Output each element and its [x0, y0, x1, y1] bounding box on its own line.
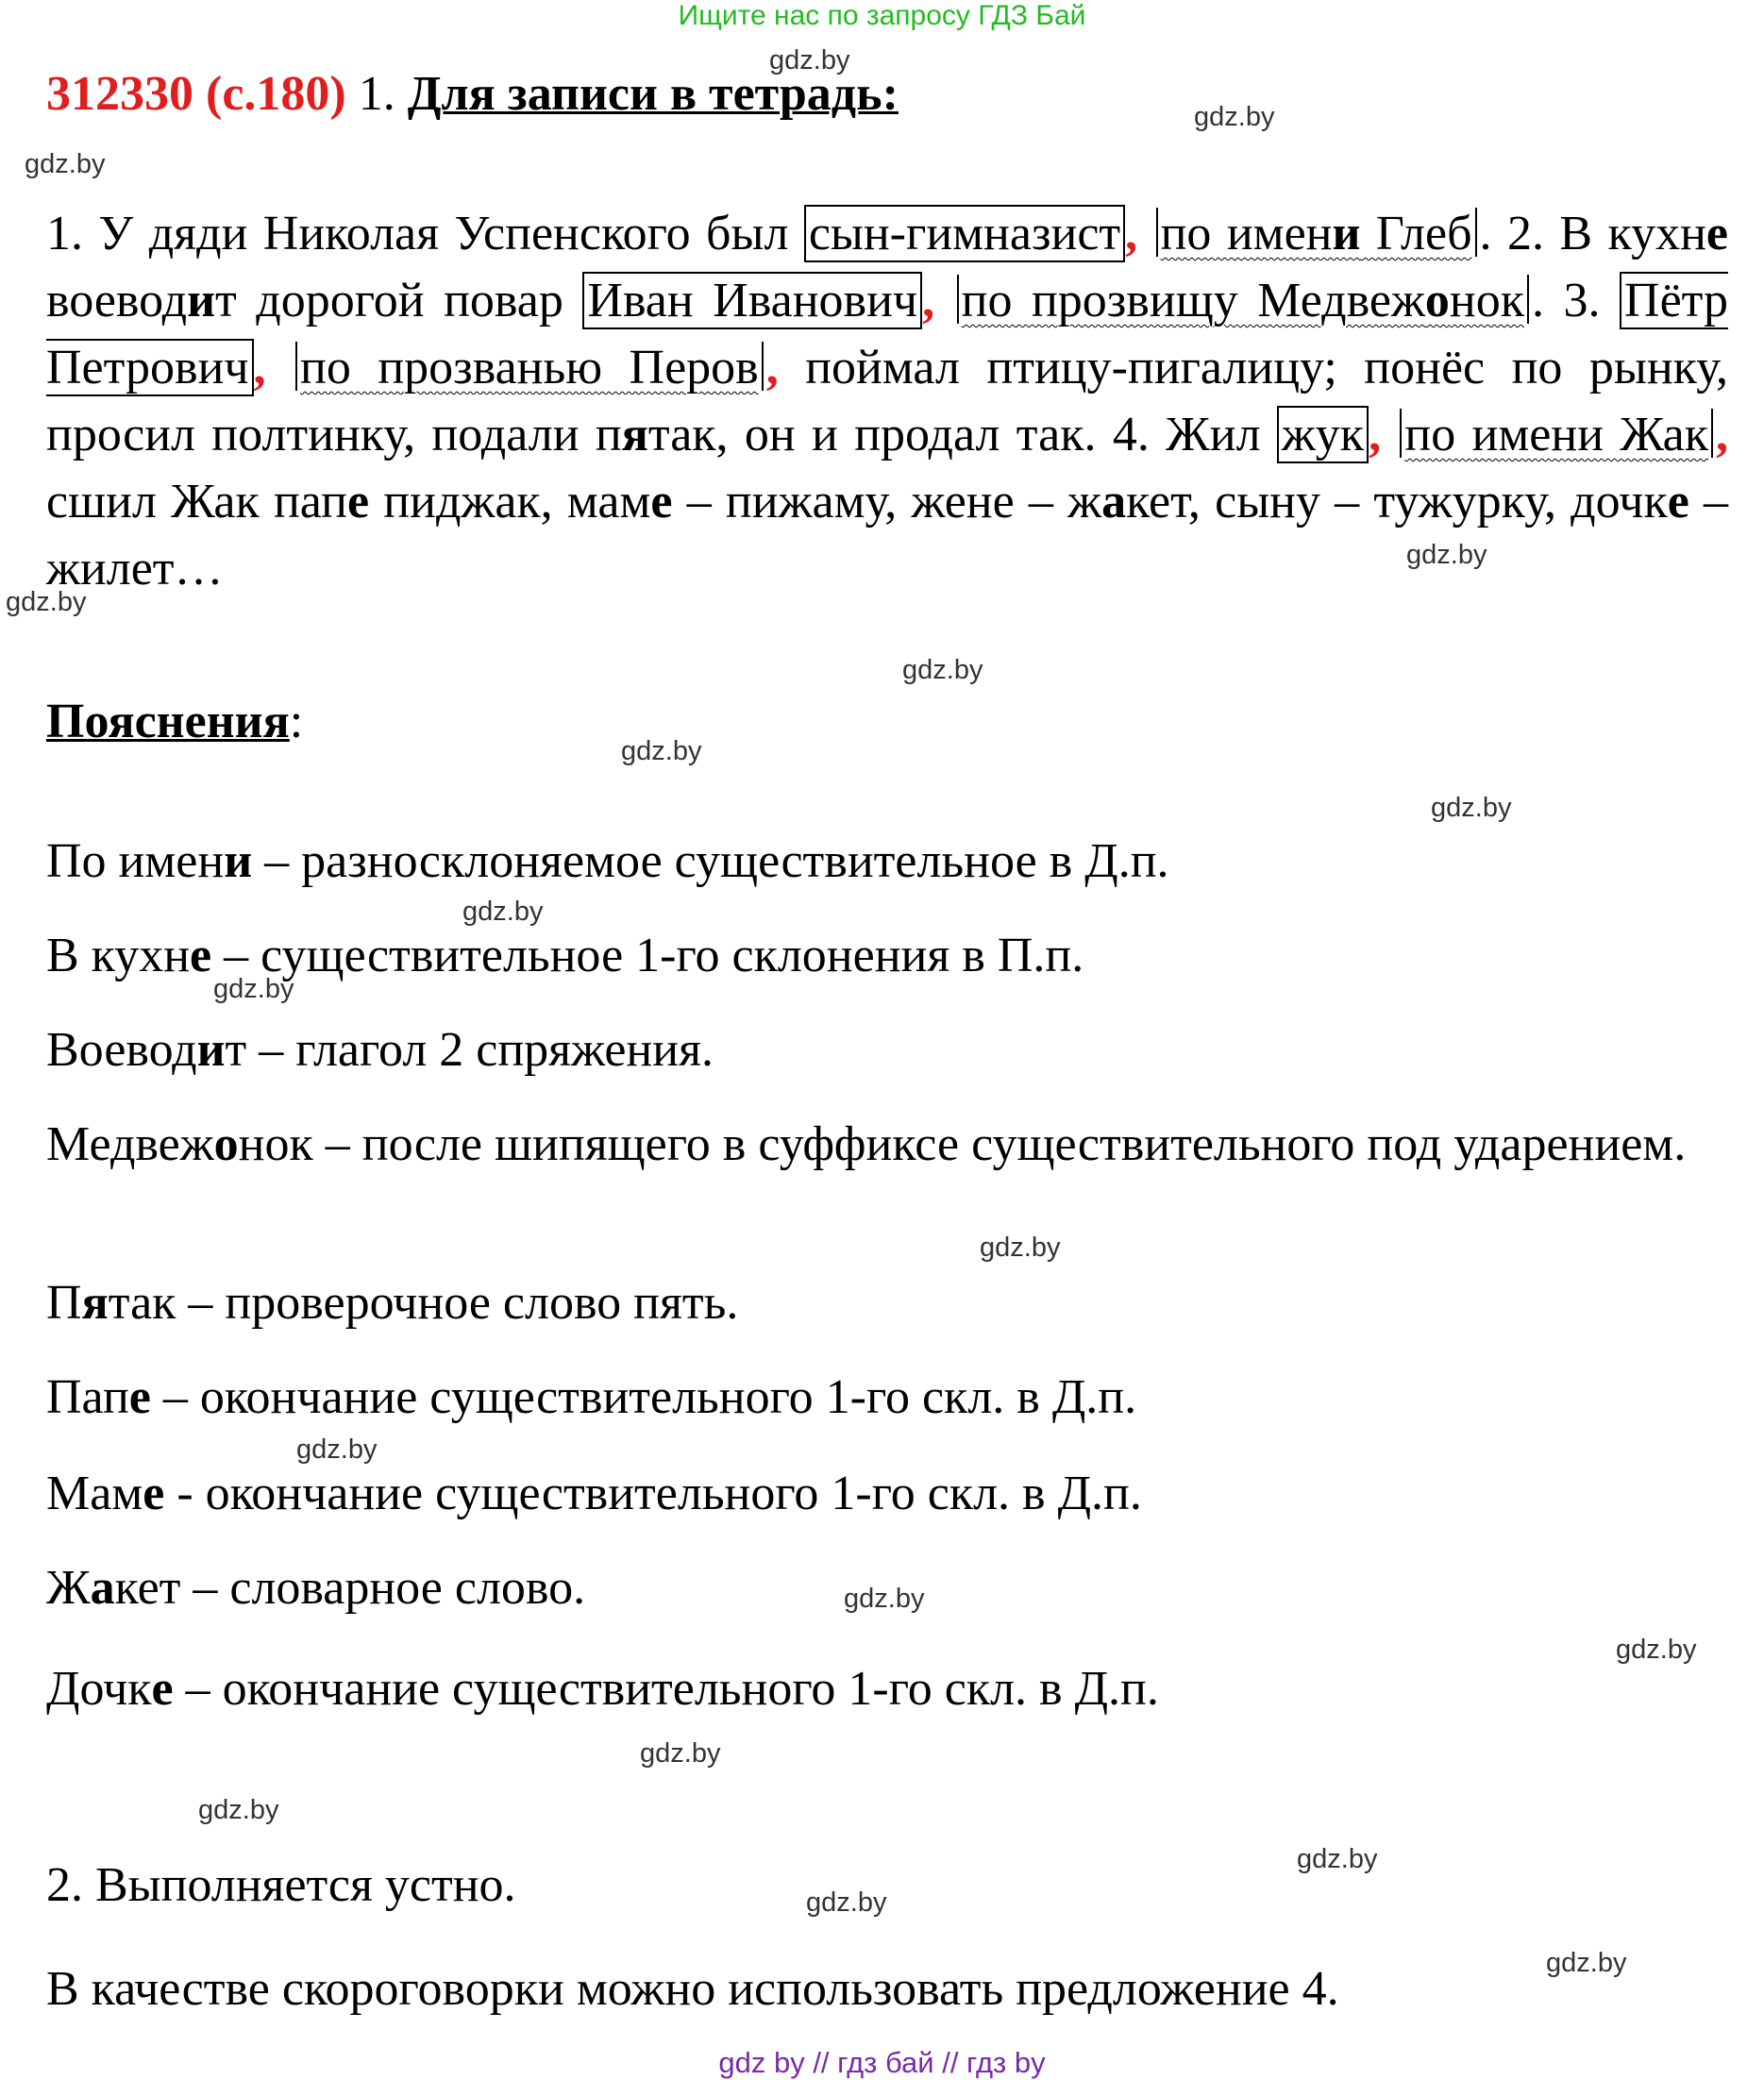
appositive: по прозвищу Медвежонок: [961, 274, 1524, 327]
comma-mark: ,: [1369, 408, 1382, 461]
explanation-line: Маме - окончание существительного 1-го скл. в Д.п.: [46, 1467, 1142, 1520]
appositive: по имени Жак: [1404, 408, 1708, 461]
watermark: gdz.by: [902, 655, 983, 685]
watermark: gdz.by: [1431, 793, 1512, 823]
watermark: gdz.by: [621, 736, 702, 766]
watermark: gdz.by: [806, 1887, 887, 1918]
colon: :: [289, 695, 304, 748]
boxed-noun: жук: [1277, 406, 1369, 463]
watermark: gdz.by: [1616, 1635, 1697, 1665]
watermark: gdz.by: [980, 1233, 1061, 1263]
text-run: В кухн: [1559, 207, 1706, 260]
task-title: Для записи в тетрадь:: [407, 67, 899, 121]
explanation-line: Жакет – словарное слово.: [46, 1561, 586, 1615]
exercise-heading: [46, 66, 899, 122]
appositive-bar: [1156, 208, 1158, 257]
task-2-note: 2. Выполняется устно.: [46, 1858, 516, 1912]
comma-mark: ,: [1716, 408, 1728, 461]
watermark: gdz.by: [198, 1795, 279, 1825]
watermark: gdz.by: [1297, 1844, 1378, 1874]
comma-mark: ,: [253, 341, 266, 394]
bold-letter: е: [1667, 475, 1689, 528]
watermark: gdz.by: [769, 45, 850, 75]
text-run: т дорогой повар: [215, 274, 583, 327]
appositive-bar: [957, 275, 959, 324]
explanation-line: Пятак – проверочное слово пять.: [46, 1276, 739, 1330]
text-run: . 3.: [1532, 274, 1621, 327]
appositive: по имени Глеб: [1160, 207, 1472, 260]
text-run: сшил Жак пап: [46, 475, 347, 528]
text-run: воевод: [46, 274, 188, 327]
explanation-line: Папе – окончание существительного 1-го скл. в Д.п.: [46, 1370, 1137, 1424]
text-run: пиджак, мам: [369, 475, 651, 528]
explanation-line: В кухне – существительное 1-го склонения в П.п.: [46, 929, 1084, 982]
appositive-bar: [1400, 409, 1402, 458]
text-run: кет, сыну – тужурку, дочк: [1126, 475, 1668, 528]
watermark: gdz.by: [640, 1738, 721, 1769]
text-run: – пижаму, жене – ж: [672, 475, 1102, 528]
boxed-noun: сын-гимназист: [804, 205, 1125, 262]
comma-mark: ,: [765, 341, 779, 394]
watermark: gdz.by: [25, 149, 106, 179]
watermark: gdz.by: [1194, 102, 1275, 132]
appositive-bar: [762, 342, 764, 391]
explanation-line: По имени – разносклоняемое существительное в Д.п.: [46, 834, 1169, 888]
boxed-noun: Иван Иванович: [582, 272, 922, 329]
watermark: gdz.by: [213, 974, 294, 1004]
text-run: – жилет…: [46, 475, 1729, 595]
appositive-bar: [295, 342, 297, 391]
task-number: 1.: [345, 67, 408, 121]
text-run: поймал птицу-пигалицу; понёс по рынку, просил полтинку, подали п: [46, 341, 1729, 461]
watermark: gdz.by: [462, 897, 544, 927]
boxed-noun: Пётр Петрович: [46, 274, 1729, 394]
appositive-bar: [1527, 275, 1529, 324]
appositive-bar: [1711, 409, 1713, 458]
explanations-title: Пояснения: [46, 695, 290, 748]
top-banner[interactable]: Ищите нас по запросу ГДЗ Бай: [678, 0, 1086, 31]
explanation-line: Медвежонок – после шипящего в суффиксе существительного под ударением.: [46, 1117, 1687, 1171]
bold-letter: е: [1705, 207, 1728, 260]
watermark: gdz.by: [6, 587, 87, 617]
text-run: 1. У дяди Николая Успенского был: [46, 207, 804, 260]
watermark: gdz.by: [296, 1434, 378, 1465]
explanation-line: Дочке – окончание существительного 1-го скл. в Д.п.: [46, 1662, 1159, 1716]
footer-links[interactable]: gdz by // гдз бай // гдз by: [718, 2046, 1046, 2079]
appositive: по прозванью Перов: [300, 341, 759, 394]
comma-mark: ,: [1125, 207, 1138, 260]
text-run: . 2.: [1479, 207, 1544, 260]
bold-letter: е: [650, 475, 673, 528]
comma-mark: ,: [922, 274, 935, 327]
bold-letter: е: [347, 475, 370, 528]
appositive-bar: [1475, 208, 1477, 257]
bold-letter: а: [1101, 475, 1127, 528]
notebook-text: [46, 200, 1728, 602]
watermark: gdz.by: [1546, 1948, 1627, 1978]
explanations-header: [46, 694, 303, 749]
watermark: gdz.by: [1406, 540, 1487, 570]
exercise-number: 312330 (с.180): [46, 67, 346, 121]
conclusion: В качестве скороговорки можно использовать предложение 4.: [46, 1962, 1339, 2016]
bold-letter: и: [187, 274, 216, 327]
explanation-line: Воеводит – глагол 2 спряжения.: [46, 1023, 714, 1077]
text-run: так, он и продал так. 4. Жил: [647, 408, 1277, 461]
bold-letter: я: [621, 408, 648, 461]
watermark: gdz.by: [844, 1584, 925, 1614]
